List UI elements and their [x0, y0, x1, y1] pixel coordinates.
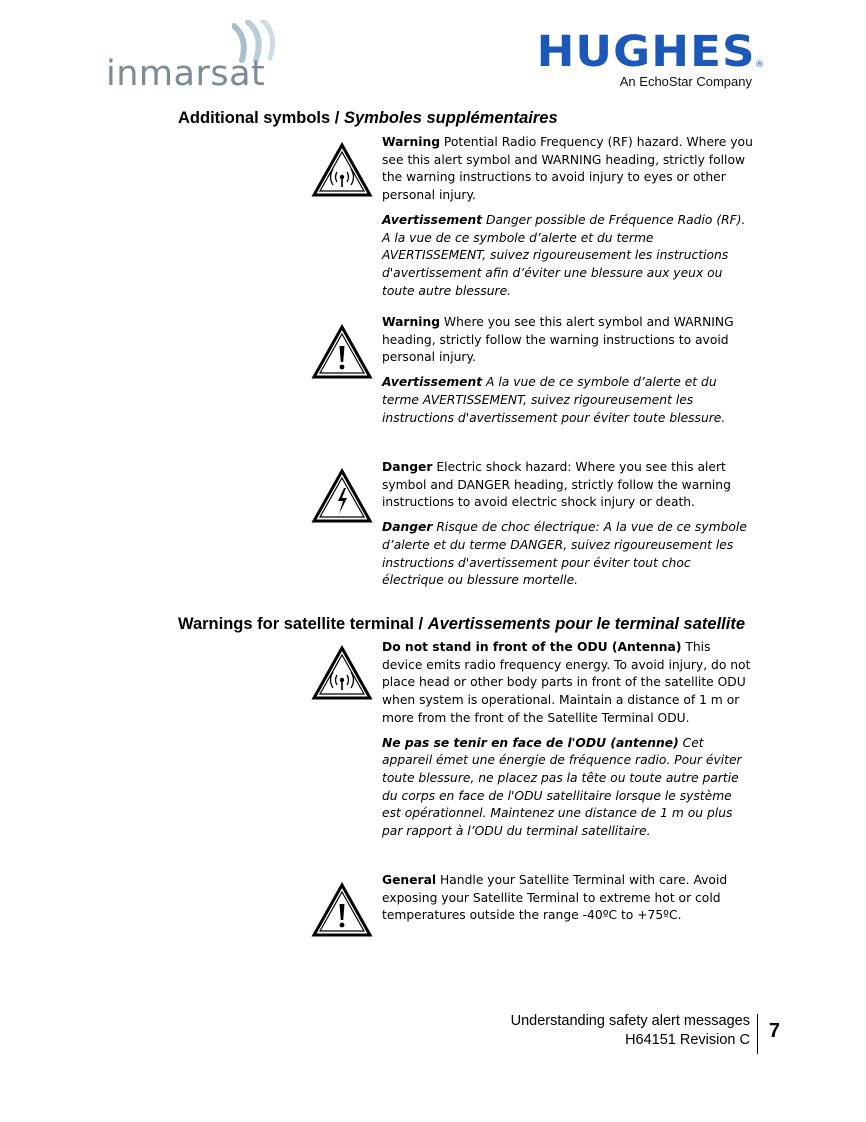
alert-lead-en: General: [382, 873, 437, 887]
exclamation-warning-icon: [311, 324, 373, 380]
alert-lead-fr: Avertissement: [382, 375, 483, 390]
alert-body-en: Handle your Satellite Terminal with care. Avoid exposing your Satellite Terminal to extreme hot or cold temperatures outside the range -40ºC to +75ºC.: [382, 873, 728, 923]
alert-body-en: Where you see this alert symbol and WARNING heading, strictly follow the warning instructions to avoid personal injury.: [382, 315, 734, 365]
exclamation-warning-icon: [311, 882, 373, 938]
alert-text-fr: [382, 735, 754, 841]
footer-divider: [757, 1014, 758, 1054]
alert-block-general: [382, 872, 754, 932]
alert-lead-fr: Ne pas se tenir en face de l'ODU (antenne): [382, 735, 679, 750]
page-footer: [470, 1012, 790, 1056]
alert-body-fr: Cet appareil émet une énergie de fréquence radio. Pour éviter toute blessure, ne placez pas la tête ou toute autre partie du corps en face de l'ODU satellitaire lorsque le système est opérationnel. Maintenez une distance de 1 m ou plus par rapport à l’ODU du terminal satellitaire.: [382, 735, 742, 839]
section-heading-satellite-terminal: [178, 615, 745, 634]
alert-block-warning: [382, 314, 754, 434]
alert-lead-fr: Avertissement: [382, 212, 483, 227]
heading-separator: /: [413, 615, 428, 633]
alert-text-fr: [382, 374, 754, 427]
inmarsat-wordmark: inmarsat: [106, 54, 266, 94]
alert-body-en: Electric shock hazard: Where you see this alert symbol and DANGER heading, strictly follow the warning instructions to avoid electric shock injury or death.: [382, 460, 731, 510]
alert-body-en: Potential Radio Frequency (RF) hazard. Where you see this alert symbol and WARNING heading, strictly follow the warning instructions to avoid injury to eyes or other personal injury.: [382, 135, 753, 203]
footer-document-revision: H64151 Revision C: [625, 1032, 750, 1048]
section-heading-additional-symbols: [178, 109, 558, 128]
alert-text-en: [382, 639, 754, 728]
alert-lead-en: Warning: [382, 135, 441, 149]
inmarsat-logo: [106, 20, 296, 92]
alert-body-fr: A la vue de ce symbole d’alerte et du terme AVERTISSEMENT, suivez rigoureusement les instructions d'avertissement pour éviter toute blessure.: [382, 375, 726, 425]
alert-text-en: [382, 134, 754, 205]
alert-block-odu: [382, 639, 754, 848]
page-number: 7: [768, 1020, 780, 1042]
heading-en: Warnings for satellite terminal: [178, 615, 414, 633]
alert-body-fr: Danger possible de Fréquence Radio (RF). A la vue de ce symbole d’alerte et du terme AVERTISSEMENT, suivez rigoureusement les instructions d'avertissement afin d’éviter une blessure aux yeux ou toute autre blessure.: [382, 212, 746, 298]
alert-text-en: [382, 314, 754, 367]
heading-fr: Avertissements pour le terminal satellite: [427, 615, 746, 633]
rf-hazard-icon: [311, 142, 373, 198]
rf-hazard-icon: [311, 645, 373, 701]
alert-lead-en: Warning: [382, 315, 441, 329]
hughes-wordmark: HUGHES: [537, 27, 756, 77]
heading-en: Additional symbols: [178, 109, 331, 127]
alert-lead-en: Danger: [382, 460, 433, 474]
electric-shock-icon: [311, 468, 373, 524]
heading-separator: /: [330, 109, 344, 127]
alert-body-en: This device emits radio frequency energy. To avoid injury, do not place head or other body parts in front of the satellite ODU when system is operational. Maintain a distance of 1 m or more from the front of the Satellite Terminal ODU.: [382, 640, 751, 725]
alert-block-danger: [382, 459, 754, 597]
registered-mark: ®: [755, 60, 764, 70]
alert-text-fr: [382, 519, 754, 590]
alert-lead-en: Do not stand in front of the ODU (Antenna): [382, 640, 682, 654]
hughes-logo: [537, 27, 764, 92]
footer-text: [511, 1012, 750, 1050]
alert-block-rf: [382, 134, 754, 307]
alert-text-fr: [382, 212, 754, 301]
hughes-tagline: An EchoStar Company: [619, 74, 752, 89]
alert-text-en: [382, 872, 754, 925]
alert-lead-fr: Danger: [382, 520, 433, 535]
alert-body-fr: Risque de choc électrique: A la vue de ce symbole d’alerte et du terme DANGER, suivez rigoureusement les instructions d'avertissement pour éviter tout choc électrique ou blessure mortelle.: [382, 520, 747, 588]
footer-section-title: Understanding safety alert messages: [510, 1013, 750, 1029]
heading-fr: Symboles supplémentaires: [343, 109, 558, 127]
alert-text-en: [382, 459, 754, 512]
